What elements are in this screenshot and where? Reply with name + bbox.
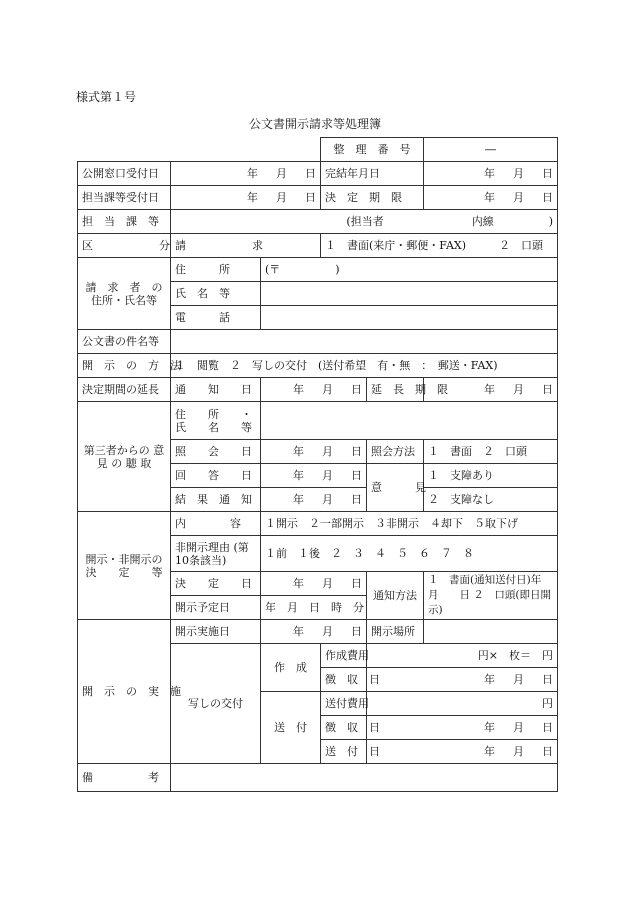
tsuchi-houhou-field[interactable]: １ 書面(通知送付日)年 月 日 ２ 口頭(即日開示) [424,572,558,620]
basho-label: 開示場所 [367,620,424,644]
sakusei-choushu-label: 徴 収 日 [321,668,367,692]
utsushi-label: 写しの交付 [171,644,261,764]
soufu-bi-label: 送 付 日 [321,740,367,764]
register-table [77,137,563,792]
kaiji-yotei-label: 開示予定日 [171,596,261,620]
koukai-uketsuke-date[interactable]: 年 月 日 [171,162,321,186]
daisansha-jusho-field[interactable] [261,402,558,440]
kaitou-label: 回 答 日 [171,464,261,488]
koukai-uketsuke-label: 公開窓口受付日 [78,162,171,186]
iken-option2[interactable]: ２ 支障なし [424,488,558,512]
enchou-kigen-date[interactable]: 年 月 日 [424,378,558,402]
kanketsu-label: 完結年月日 [321,162,424,186]
shoukai-houhou-field[interactable]: １ 書面 ２ 口頭 [424,440,558,464]
tsuchi-date[interactable]: 年 月 日 [261,378,367,402]
kubun-label: 区 分 [78,234,171,258]
page-title: 公文書開示請求等処理簿 [248,117,381,131]
form-number: 様式第１号 [76,90,137,104]
soufu-choushu-date[interactable]: 年 月 日 [367,716,558,740]
kanketsu-date[interactable]: 年 月 日 [424,162,558,186]
tantou-ka-label: 担 当 課 等 [78,210,171,234]
kekka-label: 結 果 通 知 [171,488,261,512]
tantou-uketsuke-date[interactable]: 年 月 日 [171,186,321,210]
houhou-field[interactable]: １ 閲覧 ２ 写しの交付 (送付希望 有・無 ： 郵送・FAX) [171,354,558,378]
daisansha-jusho-label: 住 所 ・ 氏 名 等 [171,402,261,440]
shimei-field[interactable] [261,282,558,306]
seiri-label: 整 理 番 号 [321,138,424,162]
kettei-kigen-date[interactable]: 年 月 日 [424,186,558,210]
kubun-seikyu: 請 求 [171,234,321,258]
sakusei-hiyou-label: 作成費用 [321,644,367,668]
sakusei-label: 作 成 [261,644,321,692]
shoukai-label: 照 会 日 [171,440,261,464]
jisshi-bi-date[interactable]: 年 月 日 [261,620,367,644]
tsuchi-houhou-label: 通知方法 [367,572,424,620]
soufu-hiyou-field[interactable]: 円 [367,692,558,716]
kaitou-date[interactable]: 年 月 日 [261,464,367,488]
hikaiji-field[interactable]: １前 １後 ２ ３ ４ ５ ６ ７ ８ [261,536,558,572]
jisshi-label: 開 示 の 実 施 [78,620,171,764]
kettei-bi-label: 決 定 日 [171,572,261,596]
shoukai-houhou-label: 照会方法 [367,440,424,464]
jusho-field[interactable]: (〒 ) [261,258,558,282]
jisshi-bi-label: 開示実施日 [171,620,261,644]
tantou-sha-field[interactable]: (担当者 内線 ) [171,210,558,234]
hikaiji-label: 非開示理由 (第10条該当) [171,536,261,572]
kenmei-label: 公文書の件名等 [78,330,171,354]
enchou-kigen-label: 延 長 期 限 [367,378,424,402]
kettei-kigen-label: 決 定 期 限 [321,186,424,210]
kenmei-field[interactable] [171,330,558,354]
enchou-label: 決定期間の延長 [78,378,171,402]
daisansha-label: 第三者からの 意 見 の 聴 取 [78,402,171,512]
soufu-bi-date[interactable]: 年 月 日 [367,740,558,764]
kaiji-kettei-label: 開示・非開示の 決 定 等 [78,512,171,620]
basho-field[interactable] [424,620,558,644]
kubun-options[interactable]: １ 書面(来庁・郵便・FAX) ２ 口頭 [321,234,558,258]
iken-label: 意 見 [367,464,424,512]
kaiji-yotei-field[interactable]: 年 月 日 時 分 [261,596,367,620]
houhou-label: 開 示 の 方 法 [78,354,171,378]
tantou-uketsuke-label: 担当課等受付日 [78,186,171,210]
seikyusha-label: 請 求 者 の 住所・氏名等 [78,258,171,330]
sakusei-choushu-date[interactable]: 年 月 日 [367,668,558,692]
soufu-label: 送 付 [261,692,321,764]
sakusei-hiyou-field[interactable]: 円× 枚＝ 円 [367,644,558,668]
denwa-field[interactable] [261,306,558,330]
naiyou-field[interactable]: １開示 ２一部開示 ３非開示 ４却下 ５取下げ [261,512,558,536]
soufu-choushu-label: 徴 収 日 [321,716,367,740]
shimei-label: 氏 名 等 [171,282,261,306]
kekka-date[interactable]: 年 月 日 [261,488,367,512]
tsuchi-label: 通 知 日 [171,378,261,402]
iken-option1[interactable]: １ 支障あり [424,464,558,488]
naiyou-label: 内 容 [171,512,261,536]
soufu-hiyou-label: 送付費用 [321,692,367,716]
kettei-bi-date[interactable]: 年 月 日 [261,572,367,596]
shoukai-date[interactable]: 年 月 日 [261,440,367,464]
biko-label: 備 考 [78,764,171,792]
seiri-value[interactable]: ― [424,138,558,162]
denwa-label: 電 話 [171,306,261,330]
jusho-label: 住 所 [171,258,261,282]
biko-field[interactable] [171,764,558,792]
